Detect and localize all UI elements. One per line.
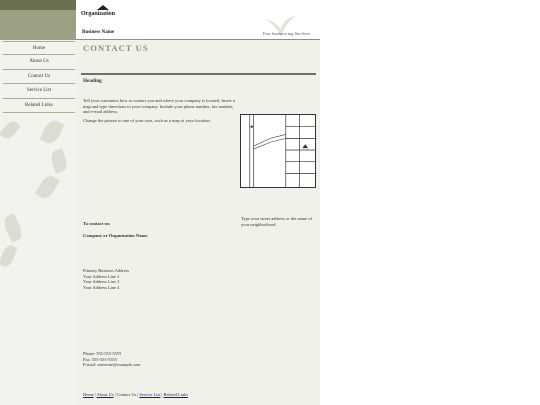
brand-color-block	[0, 0, 76, 40]
decorative-leaf	[1, 213, 25, 242]
intro-paragraph: Change the picture to one of your own, such as a map of your location.	[83, 117, 211, 123]
footer-nav	[83, 392, 188, 397]
phone-number: Phone: 555-555-5555	[83, 351, 122, 356]
decorative-leaf	[0, 244, 17, 269]
nav-item-home[interactable]: Home	[3, 41, 75, 55]
footer-link-home[interactable]: Home	[83, 392, 94, 397]
decorative-leaf	[0, 118, 21, 141]
map-caption: Type your street address or the name of your neighborhood.	[241, 216, 313, 227]
divider	[81, 73, 316, 75]
email-address: E-mail: someone@example.com	[83, 362, 141, 368]
logo-text: Organization	[81, 11, 115, 17]
footer-current-contact-us: Contact Us	[116, 392, 137, 397]
intro-paragraph: Tell your customers how to contact you and where your company is located. Insert a map and type directions to your company. Include your phone number, fax number, and e-mail address.	[83, 98, 235, 115]
nav-item-contact-us[interactable]: Contact Us	[3, 70, 75, 84]
address-line: Your Address Line 3	[83, 279, 120, 285]
company-name: Company or Organization Name	[83, 233, 148, 238]
separator: |	[160, 392, 164, 397]
separator: |	[113, 392, 117, 397]
logo-triangle-icon	[97, 5, 109, 10]
tagline: Your business tag line here.	[262, 31, 311, 36]
intro-text	[83, 98, 238, 123]
address-line: Your Address Line 4	[83, 284, 120, 290]
address-block	[83, 268, 129, 290]
decorative-leaf	[49, 148, 70, 173]
footer-link-related-links[interactable]: Related Links	[163, 392, 189, 397]
location-map-image	[240, 114, 316, 188]
footer-link-about-us[interactable]: About Us	[96, 392, 114, 397]
left-column	[0, 0, 76, 405]
footer-link-service-list[interactable]: Service List	[139, 392, 161, 397]
nav-item-related-links[interactable]: Related Links	[3, 99, 75, 113]
page-title: CONTACT US	[83, 43, 149, 53]
fax-number: Fax: 555-555-5555	[83, 356, 117, 362]
address-line: Your Address Line 2	[83, 273, 120, 279]
section-heading: Heading	[83, 78, 102, 84]
decorative-leaf	[40, 118, 65, 147]
separator: |	[136, 392, 140, 397]
nav-item-service-list[interactable]: Service List	[3, 84, 75, 98]
address-line: Primary Business Address	[83, 268, 130, 273]
organization-logo[interactable]	[81, 5, 127, 19]
sidebar-nav	[3, 41, 75, 113]
contact-info	[83, 351, 140, 368]
page-header	[76, 0, 320, 40]
main-content	[76, 40, 320, 405]
contact-label: To contact us:	[83, 221, 111, 226]
business-name: Business Name	[82, 30, 115, 35]
nav-item-about-us[interactable]: About Us	[3, 55, 75, 69]
separator: |	[93, 392, 97, 397]
decorative-leaf	[35, 173, 60, 201]
